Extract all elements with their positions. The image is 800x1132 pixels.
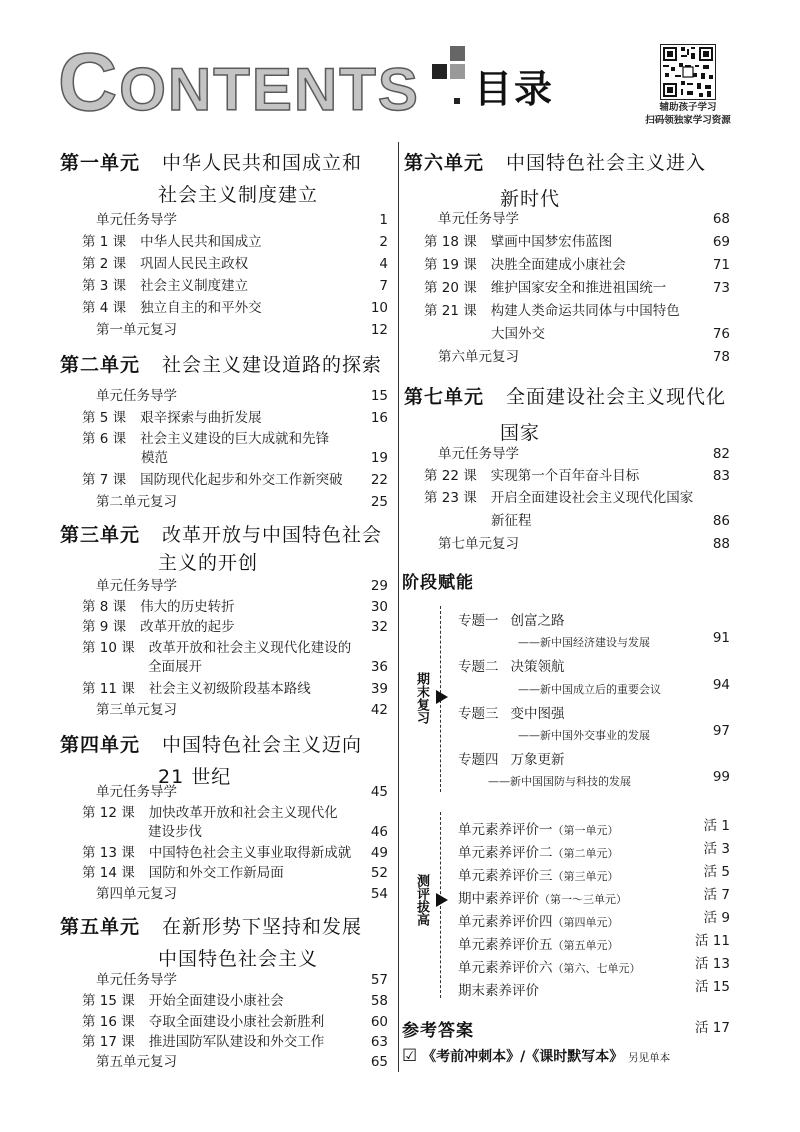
review-topic[interactable]: 专题一 创富之路 <box>458 613 565 629</box>
toc-entry[interactable]: 第 9 课 改革开放的起步 <box>82 619 235 635</box>
triangle-marker-icon <box>436 690 448 704</box>
unit-title: 中华人民共和国成立和 <box>162 152 363 174</box>
review-topic-sub: ——新中国成立后的重要会议 <box>518 683 661 696</box>
unit-title-line2: 社会主义制度建立 <box>158 184 319 206</box>
toc-entry[interactable]: 第五单元复习 <box>96 1054 177 1070</box>
unit-title: 在新形势下坚持和发展 <box>162 916 363 938</box>
eval-item[interactable]: 单元素养评价二（第二单元） <box>458 845 619 861</box>
unit-label: 第七单元 <box>404 386 485 408</box>
toc-page: 97 <box>712 723 730 739</box>
toc-page: 15 <box>370 388 388 404</box>
toc-page: 活 11 <box>695 933 730 949</box>
toc-page: 39 <box>370 681 388 697</box>
toc-entry[interactable]: 第 11 课 社会主义初级阶段基本路线 <box>82 681 311 697</box>
qr-caption-1: 辅助孩子学习 <box>659 102 717 113</box>
toc-page: 10 <box>370 300 388 316</box>
toc-page: 活 5 <box>703 864 730 880</box>
stage-heading: 阶段赋能 <box>402 573 474 593</box>
toc-page: 57 <box>370 972 388 988</box>
toc-page: 活 15 <box>695 979 730 995</box>
unit-label: 第三单元 <box>60 524 141 546</box>
toc-page: 82 <box>712 446 730 462</box>
review-topic-sub: ——新中国国防与科技的发展 <box>488 775 631 788</box>
toc-entry[interactable]: 第 7 课 国防现代化起步和外交工作新突破 <box>82 472 343 488</box>
toc-page: 83 <box>712 468 730 484</box>
toc-page: 52 <box>370 865 388 881</box>
unit-title: 全面建设社会主义现代化 <box>506 386 727 408</box>
decor-square-2 <box>432 64 447 79</box>
unit-heading <box>404 148 706 175</box>
test-label: 测评拔高 <box>412 872 430 933</box>
toc-page: 32 <box>370 619 388 635</box>
unit-label: 第五单元 <box>60 916 141 938</box>
unit-title-line2: 主义的开创 <box>158 552 259 574</box>
unit-heading <box>60 148 362 175</box>
toc-entry[interactable]: 单元任务导学 <box>96 784 177 800</box>
toc-entry-cont[interactable]: 大国外交 <box>491 326 545 342</box>
toc-page: 49 <box>370 845 388 861</box>
eval-item[interactable]: 单元素养评价一（第一单元） <box>458 822 619 838</box>
eval-item[interactable]: 期中素养评价（第一～三单元） <box>458 891 627 907</box>
toc-entry[interactable]: 第 19 课 决胜全面建成小康社会 <box>424 257 626 273</box>
toc-entry-cont[interactable]: 建设步伐 <box>148 824 202 840</box>
toc-entry[interactable]: 第 15 课 开始全面建设小康社会 <box>82 993 284 1009</box>
toc-entry[interactable]: 第六单元复习 <box>438 349 519 365</box>
toc-page: 7 <box>379 278 388 294</box>
toc-page: 4 <box>379 256 388 272</box>
toc-entry[interactable]: 第 6 课 社会主义建设的巨大成就和先锋 <box>82 431 330 447</box>
toc-entry-cont[interactable]: 新征程 <box>491 513 532 529</box>
toc-page: 活 9 <box>703 910 730 926</box>
toc-page: 29 <box>370 578 388 594</box>
review-topic[interactable]: 专题二 决策领航 <box>458 659 565 675</box>
toc-entry[interactable]: 第 1 课 中华人民共和国成立 <box>82 234 262 250</box>
toc-entry[interactable]: 第 16 课 夺取全面建设小康社会新胜利 <box>82 1014 325 1030</box>
toc-page: 73 <box>712 280 730 296</box>
toc-page: 94 <box>712 677 730 693</box>
toc-entry[interactable]: 第 2 课 巩固人民民主政权 <box>82 256 249 272</box>
review-topic[interactable]: 专题三 变中图强 <box>458 706 565 722</box>
eval-item[interactable]: 单元素养评价三（第三单元） <box>458 868 619 884</box>
unit-label: 第四单元 <box>60 734 141 756</box>
toc-entry[interactable]: 第 12 课 加快改革开放和社会主义现代化 <box>82 805 338 821</box>
checkbox-icon: ☑ <box>402 1046 418 1066</box>
unit-heading <box>60 730 362 757</box>
book-title-2: 《课时默写本》 <box>525 1049 624 1065</box>
unit-title-line2: 21 世纪 <box>158 766 232 788</box>
toc-page: 45 <box>370 784 388 800</box>
toc-page: 42 <box>370 702 388 718</box>
contents-wordmark: CONTENTS <box>58 37 420 128</box>
toc-page: 30 <box>370 599 388 615</box>
toc-entry[interactable]: 第二单元复习 <box>96 494 177 510</box>
book-title-1: 《考前冲刺本》 <box>422 1049 521 1065</box>
toc-page: 活 3 <box>703 841 730 857</box>
toc-page: 16 <box>370 410 388 426</box>
unit-title: 社会主义建设道路的探索 <box>162 354 383 376</box>
toc-entry[interactable]: 第 5 课 艰辛探索与曲折发展 <box>82 410 262 426</box>
unit-title: 中国特色社会主义进入 <box>506 152 707 174</box>
toc-page: 1 <box>379 212 388 228</box>
toc-page: 76 <box>712 326 730 342</box>
review-topic-sub: ——新中国外交事业的发展 <box>518 729 650 742</box>
decor-square-4 <box>454 98 460 104</box>
toc-page: 活 13 <box>695 956 730 972</box>
toc-page: 46 <box>370 824 388 840</box>
unit-heading <box>60 350 382 377</box>
eval-item[interactable]: 期末素养评价 <box>458 983 539 999</box>
unit-title-line2: 中国特色社会主义 <box>158 948 319 970</box>
toc-entry[interactable]: 第 3 课 社会主义制度建立 <box>82 278 249 294</box>
unit-title-line2: 新时代 <box>500 188 561 210</box>
triangle-marker-icon <box>436 893 448 907</box>
toc-entry[interactable]: 单元任务导学 <box>438 446 519 462</box>
toc-page: 60 <box>370 1014 388 1030</box>
toc-page: 22 <box>370 472 388 488</box>
toc-page: 99 <box>712 769 730 785</box>
toc-entry[interactable]: 第 13 课 中国特色社会主义事业取得新成就 <box>82 845 352 861</box>
unit-title: 中国特色社会主义迈向 <box>162 734 363 756</box>
toc-page: 54 <box>370 886 388 902</box>
toc-page: 36 <box>370 659 388 675</box>
toc-entry[interactable]: 第 4 课 独立自主的和平外交 <box>82 300 262 316</box>
review-topic-sub: ——新中国经济建设与发展 <box>518 636 650 649</box>
toc-page: 12 <box>370 322 388 338</box>
toc-page: 68 <box>712 211 730 227</box>
toc-entry[interactable]: 第四单元复习 <box>96 886 177 902</box>
supplement-note: 另见单本 <box>628 1052 671 1064</box>
toc-page: 71 <box>712 257 730 273</box>
toc-entry[interactable]: 第 22 课 实现第一个百年奋斗目标 <box>424 468 640 484</box>
unit-heading <box>60 912 362 939</box>
toc-page: 65 <box>370 1054 388 1070</box>
toc-entry[interactable]: 第 23 课 开启全面建设社会主义现代化国家 <box>424 490 694 506</box>
unit-label: 第六单元 <box>404 152 485 174</box>
toc-entry[interactable]: 第 10 课 改革开放和社会主义现代化建设的 <box>82 640 352 656</box>
toc-entry[interactable]: 单元任务导学 <box>96 972 177 988</box>
toc-entry[interactable]: 第 21 课 构建人类命运共同体与中国特色 <box>424 303 680 319</box>
qr-code-icon[interactable] <box>660 44 716 100</box>
toc-entry-cont[interactable]: 模范 <box>141 450 168 466</box>
toc-page: 活 1 <box>703 818 730 834</box>
toc-page: 69 <box>712 234 730 250</box>
toc-entry-cont[interactable]: 全面展开 <box>148 659 202 675</box>
toc-entry[interactable]: 第 8 课 伟大的历史转折 <box>82 599 235 615</box>
decor-square-1 <box>450 46 465 61</box>
toc-entry[interactable]: 单元任务导学 <box>96 388 177 404</box>
toc-entry[interactable]: 第七单元复习 <box>438 536 519 552</box>
unit-title-line2: 国家 <box>500 422 541 444</box>
toc-page: 活 7 <box>703 887 730 903</box>
decor-square-3 <box>450 64 465 79</box>
review-label: 期末复习 <box>412 670 430 731</box>
toc-entry[interactable]: 单元任务导学 <box>96 212 177 228</box>
toc-page: 活 17 <box>695 1020 730 1036</box>
toc-page: 25 <box>370 494 388 510</box>
column-divider <box>398 142 399 1072</box>
toc-page: 2 <box>379 234 388 250</box>
supplement-line[interactable]: ☑ 《考前冲刺本》/《课时默写本》 另见单本 <box>402 1046 671 1066</box>
unit-heading <box>404 382 726 409</box>
toc-entry[interactable]: 第 17 课 推进国防军队建设和外交工作 <box>82 1034 325 1050</box>
toc-page: 88 <box>712 536 730 552</box>
unit-heading <box>60 520 382 547</box>
toc-page: 63 <box>370 1034 388 1050</box>
toc-page: 86 <box>712 513 730 529</box>
unit-label: 第二单元 <box>60 354 141 376</box>
toc-entry[interactable]: 单元任务导学 <box>438 211 519 227</box>
toc-entry[interactable]: 单元任务导学 <box>96 578 177 594</box>
answers-heading[interactable]: 参考答案 <box>402 1021 474 1041</box>
toc-page: 19 <box>370 450 388 466</box>
toc-entry[interactable]: 第一单元复习 <box>96 322 177 338</box>
review-topic[interactable]: 专题四 万象更新 <box>458 752 565 768</box>
eval-item[interactable]: 单元素养评价四（第四单元） <box>458 914 619 930</box>
page-title: 目录 <box>474 67 555 111</box>
toc-page: 91 <box>712 630 730 646</box>
toc-entry[interactable]: 第 14 课 国防和外交工作新局面 <box>82 865 284 881</box>
toc-page: 58 <box>370 993 388 1009</box>
unit-label: 第一单元 <box>60 152 141 174</box>
toc-entry[interactable]: 第 20 课 维护国家安全和推进祖国统一 <box>424 280 667 296</box>
toc-entry[interactable]: 第 18 课 擘画中国梦宏伟蓝图 <box>424 234 613 250</box>
toc-page: 78 <box>712 349 730 365</box>
toc-entry[interactable]: 第三单元复习 <box>96 702 177 718</box>
qr-caption-2: 扫码领独家学习资源 <box>645 115 731 126</box>
eval-item[interactable]: 单元素养评价六（第六、七单元） <box>458 960 641 976</box>
unit-title: 改革开放与中国特色社会 <box>162 524 383 546</box>
eval-item[interactable]: 单元素养评价五（第五单元） <box>458 937 619 953</box>
